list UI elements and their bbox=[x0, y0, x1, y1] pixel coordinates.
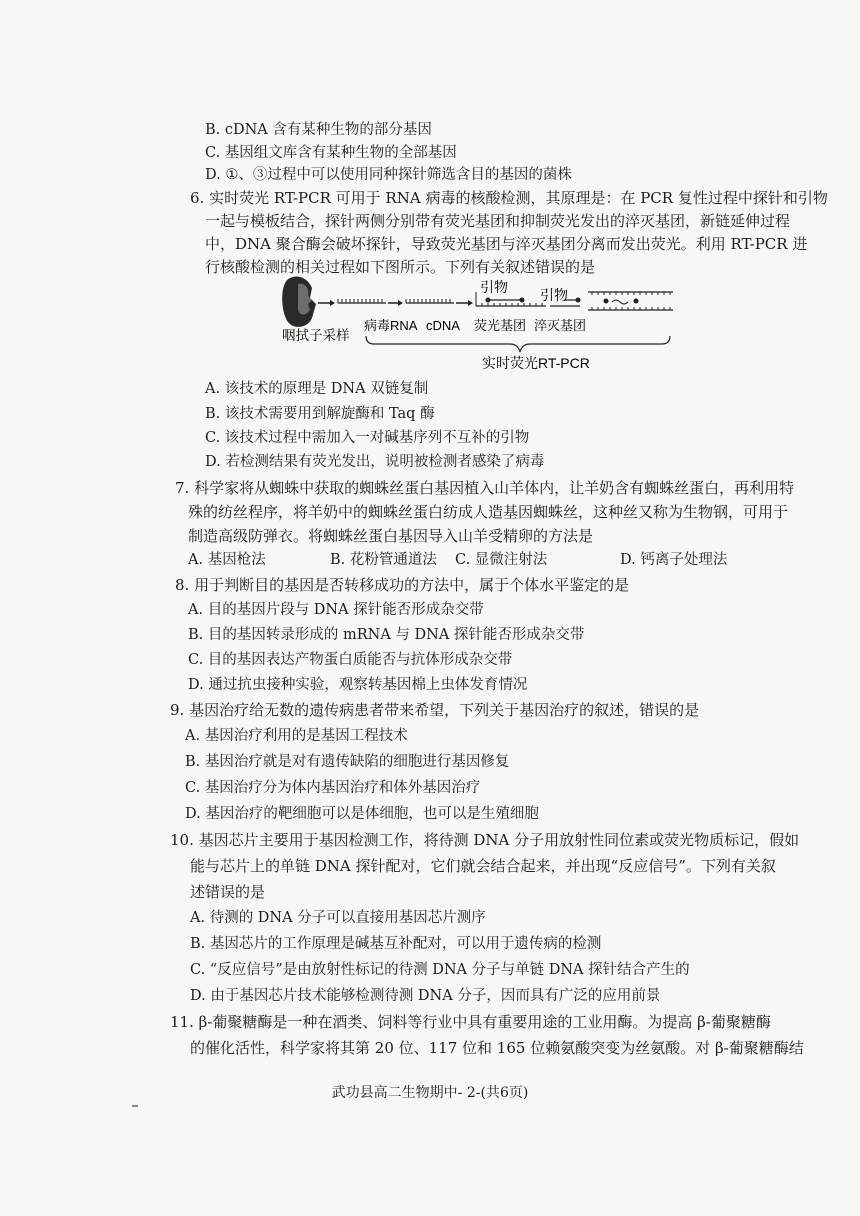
text-line: 殊的纺丝程序，将羊奶中的蜘蛛丝蛋白纺成人造基因蜘蛛丝，这种丝又称为生物钢，可用于 bbox=[188, 503, 789, 521]
text-line: D. 通过抗虫接种实验，观察转基因棉上虫体发育情况 bbox=[188, 677, 528, 693]
text-line: A. 基因治疗利用的是基因工程技术 bbox=[185, 728, 408, 744]
rt-pcr-figure bbox=[278, 270, 678, 380]
text-line: D. 若检测结果有荧光发出，说明被检测者感染了病毒 bbox=[205, 454, 545, 470]
quench-label: 淬灭基团 bbox=[534, 318, 587, 333]
text-line: 8. 用于判断目的基因是否转移成功的方法中，属于个体水平鉴定的是 bbox=[175, 576, 630, 594]
text-line: 能与芯片上的单链 DNA 探针配对，它们就会结合起来，并出现“反应信号”。下列有关叙 bbox=[190, 857, 776, 875]
text-line: C. 显微注射法 bbox=[455, 552, 548, 568]
rna-label: 病毒RNA bbox=[364, 318, 418, 333]
text-line: B. 花粉管通道法 bbox=[330, 552, 437, 568]
text-line: D. 钙离子处理法 bbox=[620, 552, 728, 568]
text-line: 11. β-葡聚糖酶是一种在酒类、饲料等行业中具有重要用途的工业用酶。为提高 β-葡聚糖酶 bbox=[170, 1013, 771, 1031]
text-line: 行核酸检测的相关过程如下图所示。下列有关叙述错误的是 bbox=[205, 258, 596, 276]
primer-label-2: 引物 bbox=[540, 287, 568, 303]
quench-group-icon bbox=[520, 298, 525, 303]
text-line: B. 该技术需要用到解旋酶和 Taq 酶 bbox=[205, 406, 435, 422]
text-line: 述错误的是 bbox=[190, 883, 266, 901]
text-line: A. 基因枪法 bbox=[188, 552, 266, 568]
text-line: B. 目的基因转录形成的 mRNA 与 DNA 探针能否形成杂交带 bbox=[188, 627, 585, 643]
text-line: D. ①、③过程中可以使用同种探针筛选含目的基因的菌株 bbox=[205, 167, 572, 183]
rt-pcr-diagram bbox=[278, 270, 678, 380]
text-line: 中，DNA 聚合酶会破坏探针，导致荧光基团与淬灭基团分离而发出荧光。利用 RT-PCR 进 bbox=[205, 235, 808, 253]
fluorescence-release bbox=[588, 292, 673, 310]
cdna-label: cDNA bbox=[426, 318, 460, 333]
rt-pcr-bracket bbox=[366, 336, 670, 352]
page-footer: 武功县高二生物期中- 2-(共6页) bbox=[331, 1085, 529, 1101]
text-line: 10. 基因芯片主要用于基因检测工作，将待测 DNA 分子用放射性同位素或荧光物质标记，假如 bbox=[170, 831, 800, 849]
text-line: A. 待测的 DNA 分子可以直接用基因芯片测序 bbox=[190, 910, 486, 926]
text-line: C. “反应信号”是由放射性标记的待测 DNA 分子与单链 DNA 探针结合产生的 bbox=[190, 962, 690, 978]
text-line: 6. 实时荧光 RT-PCR 可用于 RNA 病毒的核酸检测，其原理是：在 PCR 复性过程中探针和引物 bbox=[190, 189, 828, 207]
cdna-strand bbox=[406, 299, 454, 303]
text-line: 的催化活性，科学家将其第 20 位、117 位和 165 位赖氨酸突变为丝氨酸。对 β-葡聚糖酶结 bbox=[190, 1039, 804, 1057]
bracket-label: 实时荧光RT-PCR bbox=[482, 355, 590, 371]
sampling-label: 咽拭子采样 bbox=[282, 328, 350, 343]
text-line: C. 目的基因表达产物蛋白质能否与抗体形成杂交带 bbox=[188, 652, 513, 668]
text-line: D. 基因治疗的靶细胞可以是体细胞，也可以是生殖细胞 bbox=[185, 806, 539, 822]
text-line: A. 该技术的原理是 DNA 双链复制 bbox=[205, 381, 429, 397]
text-line: 制造高级防弹衣。将蜘蛛丝蛋白基因导入山羊受精卵的方法是 bbox=[188, 527, 594, 545]
viral-rna-strand bbox=[338, 299, 386, 303]
text-line: B. 基因芯片的工作原理是碱基互补配对，可以用于遗传病的检测 bbox=[190, 936, 602, 952]
fluor-label: 荧光基团 bbox=[474, 318, 527, 333]
text-line: C. 基因组文库含有某种生物的全部基因 bbox=[205, 145, 457, 161]
text-line: 9. 基因治疗给无数的遗传病患者带来希望，下列关于基因治疗的叙述，错误的是 bbox=[170, 701, 700, 719]
text-line: C. 基因治疗分为体内基因治疗和体外基因治疗 bbox=[185, 780, 481, 796]
text-line: D. 由于基因芯片技术能够检测待测 DNA 分子，因而具有广泛的应用前景 bbox=[190, 988, 661, 1004]
text-line: A. 目的基因片段与 DNA 探针能否形成杂交带 bbox=[188, 602, 484, 618]
text-line: 一起与模板结合，探针两侧分别带有荧光基团和抑制荧光发出的淬灭基团，新链延伸过程 bbox=[205, 212, 791, 230]
person-silhouette-icon bbox=[282, 276, 316, 326]
text-line: B. 基因治疗就是对有遗传缺陷的细胞进行基因修复 bbox=[185, 754, 510, 770]
text-line: B. cDNA 含有某种生物的部分基因 bbox=[205, 122, 432, 138]
page-mark bbox=[132, 1105, 138, 1107]
text-line: C. 该技术过程中需加入一对碱基序列不互补的引物 bbox=[205, 430, 530, 446]
primer-label-1: 引物 bbox=[480, 279, 508, 295]
fluor-group-icon bbox=[486, 298, 491, 303]
text-line: 7. 科学家将从蜘蛛中获取的蜘蛛丝蛋白基因植入山羊体内，让羊奶含有蜘蛛丝蛋白，再利用特 bbox=[175, 479, 795, 497]
